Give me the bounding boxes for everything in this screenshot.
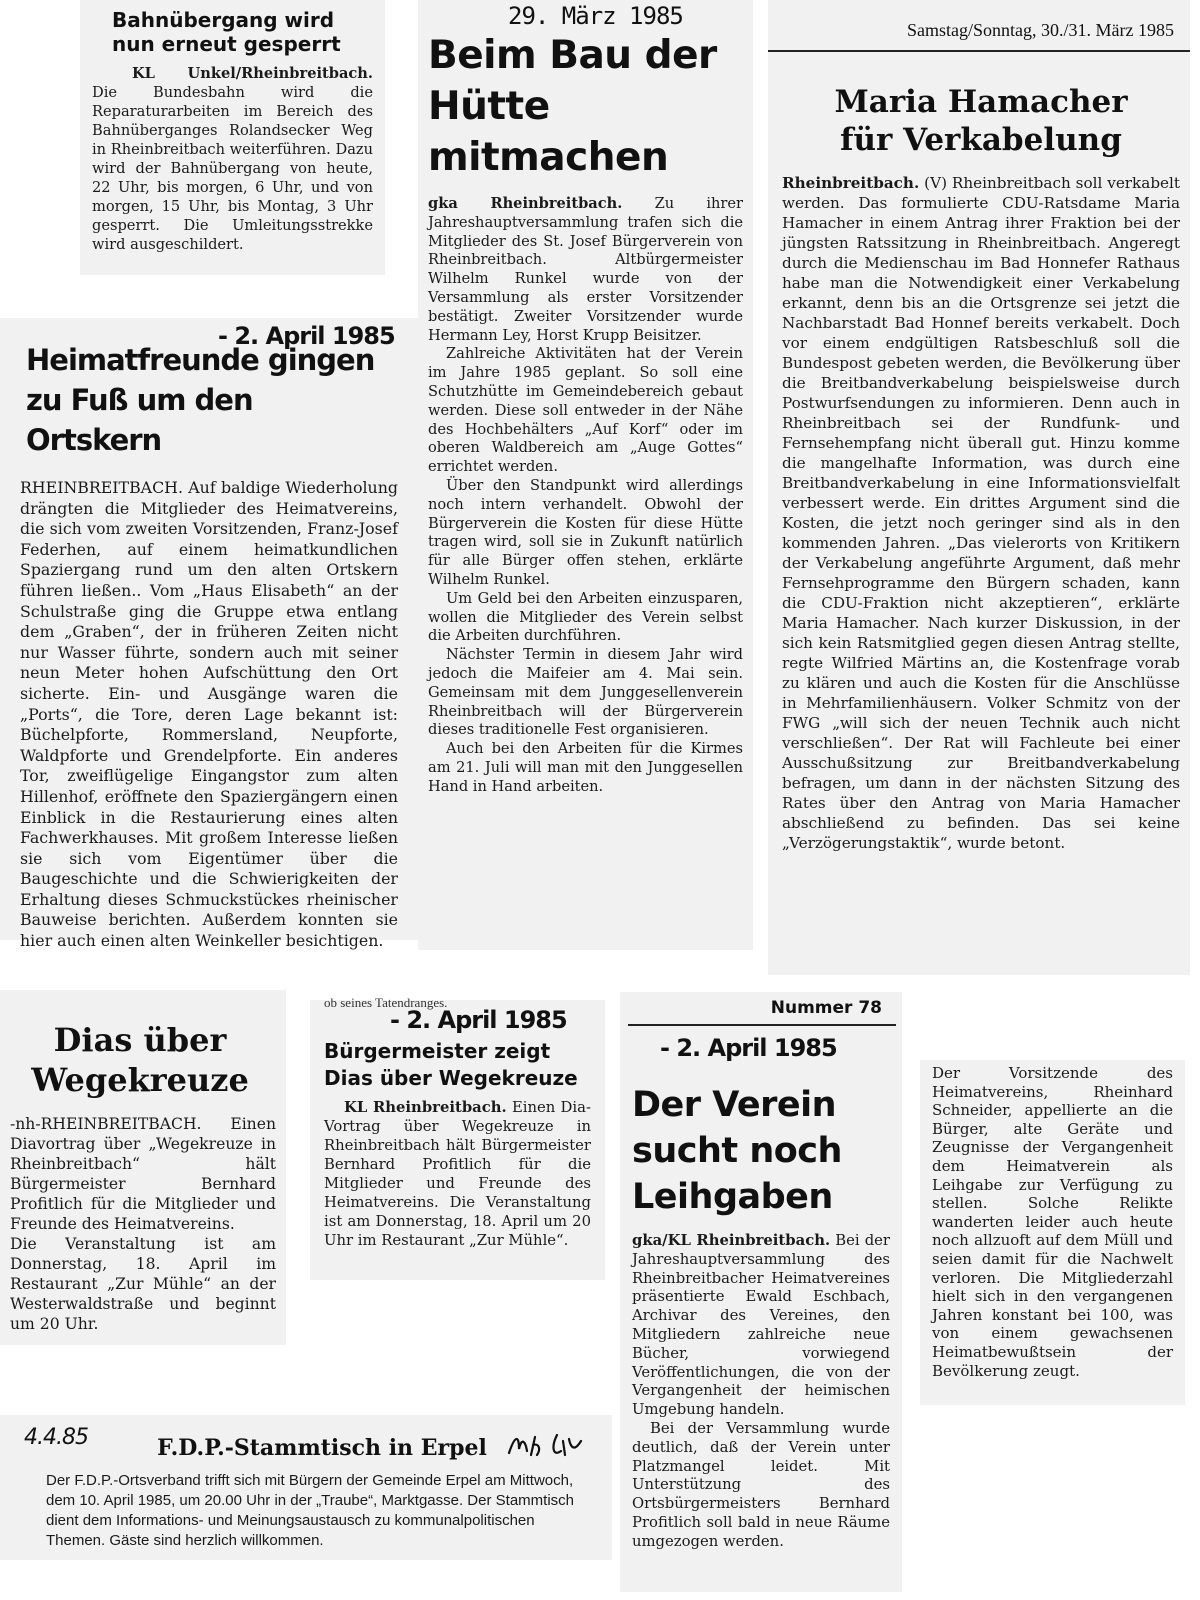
clip-hamacher [768,0,1190,975]
clip-body: Der Vorsitzende des Heimatvereins, Rheinhard Schneider, appellierte an die Bürger, alte Geräte und Zeugnisse der Vergangenheit dem Heimatverein als Leihgabe zur Verfügung zu stellen. Solche Relikte wanderten leider auch heute noch allzuoft auf dem Müll und seien damit für die Nachwelt verloren. Die Mitgliederzahl hielt sich in den vergangenen Jahren konstant bei 100, was von einem gewachsenen Heimatbewußtsein der Bevölkerung zeugt. [932,1064,1173,1380]
clip-p3: Über den Standpunkt wird allerdings noch intern verhandelt. Obwohl der Bürgerverein die Kosten für diese Hütte tragen wird, soll sie in Zukunft natürlich für alle Bürger offen stehen, erklärte Wilhelm Runkel. [428,476,743,588]
clip-body [632,1232,890,1552]
clip-title: Bahnübergang wird nun erneut gesperrt [112,8,341,56]
clip-p2: Bei der Versammlung wurde deutlich, daß der Verein unter Platzmangel leidet. Mit Unterstützung des Ortsbürgermeisters Bernhard Profitlich soll bald in neue Räume umgezogen werden. [632,1419,890,1550]
clip-body [20,478,398,952]
clip-dateline: gka/KL Rheinbreitbach. [632,1232,831,1249]
clip-p1: Bei der Jahreshauptversammlung des Rheinbreitbacher Heimatvereines präsentierte Ewald Eschbach, Archivar des Vereines, den Mitgliedern zahlreiche neue Bücher, vorwiegend Veröffentlichungen, die von der Vergangenheit der heimischen Umgebung handeln. [632,1232,890,1419]
clip-dateline: -nh-RHEINBREITBACH. [10,1115,202,1133]
clip-dateline: gka Rheinbreitbach. [428,195,623,212]
masthead-rule [628,1024,896,1026]
clip-title: Bürgermeister zeigt Dias über Wegekreuze [324,1039,578,1090]
clip-text: Einen Diavortrag über „Wegekreuze in Rheinbreitbach“ hält Bürgermeister Bernhard Profitlich für die Mitglieder und Freunde des Heimatvereins. [10,1115,276,1233]
handwritten-date: 4.4.85 [24,1425,88,1450]
clip-huette [418,0,753,950]
clip-dateline: RHEINBREITBACH. [20,478,183,497]
clip-p5: Nächster Termin in diesem Jahr wird jedoch die Maifeier am 4. Mai sein. Gemeinsam mit dem Junggesellenverein Rheinbreitbach will der Bürgerverein dieses traditionelle Fest organisieren. [428,646,743,739]
clip-bahnuebergang [80,0,385,275]
clip-top-fragment: ob seines Tatendranges. [324,995,448,1010]
issue-number: Nummer 78 [770,998,882,1018]
clip-text-2: Die Veranstaltung ist am Donnerstag, 18. April im Restaurant „Zur Mühle“ an der Westerwaldstraße und beginnt um 20 Uhr. [10,1235,276,1333]
clip-title: Der Verein sucht noch Leihgaben [632,1085,842,1217]
clip-body [10,1114,276,1334]
clip-body [782,173,1180,853]
clip-p2: Zahlreiche Aktivitäten hat der Verein im Jahre 1985 geplant. So soll eine Schutzhütte im Gemeindebereich gebaut werden. Diese soll entweder in der Nähe des Hochbehälters „Auf Korf“ oder im oberen Waldbereich am „Auge Gottes“ errichtet werden. [428,345,743,476]
clip-heimatfreunde [0,318,418,951]
clip-leihgaben [620,992,902,1592]
clip-title: F.D.P.-Stammtisch in Erpel [157,1435,487,1461]
clip-text: Einen Dia-Vortrag über Wegekreuze in Rheinbreitbach hält Bürgermeister Bernhard Profitlich für die Mitglieder und Freunde des Heimatvereins. Die Veranstaltung ist am Donnerstag, 18. April um 20 Uhr im Restaurant „Zur Mühle“. [324,1099,591,1249]
clip-p4: Um Geld bei den Arbeiten einzusparen, wollen die Mitglieder des Verein selbst die Arbeiten durchführen. [428,589,743,645]
clip-body [324,1098,591,1250]
clip-text: (V) Rheinbreitbach soll verkabelt werden. Das formulierte CDU-Ratsdame Maria Hamacher in einem Antrag ihrer Fraktion bei der jüngsten Ratssitzung in Rheinbreitbach. Angeregt durch die Medienschau im Bad Honnefer Rathaus habe man die Notwendigkeit einer Verkabelung erkannt, denn bis an die Ortsgrenze sei jetzt die Nachbarstadt Bad Honnef bereits verkabelt. Doch vor einem endgültigen Ratsbeschluß soll die Bundespost gebeten werden, die Bevölkerung über die Breitbandverkabelung beispielsweise durch Postwurfsendungen zu informieren. Denn auch in Rheinbreitbach sei der Rundfunk- und Fernsehempfang nicht überall gut. Hinzu komme die mangelhafte Information, was durch eine Breitbandverkabelung in eine Informationsvielfalt verbessert werde. Ein drittes Argument sind die Kosten, die jetzt noch geringer sind als in den kommenden Jahren. „Das vielerorts von Kritikern der Verkabelung angeführte Argument, daß mehr Fernsehprogramme den Bürgern schaden, kann die CDU-Fraktion nicht akzeptieren“, erklärte Maria Hamacher. Nach kurzer Diskussion, in der sich kein Ratsmitglied gegen diesen Antrag stellte, regte Wilfried Märtins an, die Kostenfrage vorab zu klären und auch die Kosten für die Anschlüsse in Mehrfamilienhäusern. Volker Schmitz von der FWG „will sich der neuen Technik auch nicht verschließen“. Der Rat will Fachleute bei einer Ausschußsitzung zur Breitbandverkabelung befragen, um dann in der nächsten Sitzung des Rates über den Antrag von Maria Hamacher abschließend zu befinden. Das sei keine „Verzögerungstaktik“, wurde betont. [782,174,1180,852]
clip-title: Heimatfreunde gingen zu Fuß um den Ortskern [26,343,375,457]
clip-body [428,195,743,797]
clip-dias-1 [0,990,286,1345]
newspaper-date: Samstag/Sonntag, 30./31. März 1985 [907,20,1174,40]
clip-title: Maria Hamacher für Verkabelung [834,84,1128,158]
clip-text: Die Bundesbahn wird die Reparaturarbeiten im Bereich des Bahnüberganges Rolandsecker Weg in Rheinbreitbach weiterführen. Dazu wird der Bahnübergang von heute, 22 Uhr, bis morgen, 6 Uhr, und von morgen, 15 Uhr, bis Montag, 3 Uhr gesperrt. Die Umleitungsstrekke wird ausgeschildert. [92,84,373,253]
clip-p1: Zu ihrer Jahreshauptversammlung trafen sich die Mitglieder des St. Josef Bürgerverein von Rheinbreitbach. Altbürgermeister Wilhelm Runkel wurde von der Versammlung als erster Vorsitzender bestätigt. Zweiter Vorsitzender wurde Hermann Ley, Horst Krupp Beisitzer. [428,195,743,344]
clip-title: Beim Bau der Hütte mitmachen [428,33,717,180]
handwritten-date: 29. März 1985 [508,2,683,30]
clip-dateline: Rheinbreitbach. [782,174,920,192]
clip-body [92,64,373,254]
handwritten-date: - 2. April 1985 [660,1034,837,1062]
handwritten-note-scribble [505,1429,595,1461]
clip-dateline: KL Rheinbreitbach. [344,1099,507,1116]
clip-dias-2 [310,995,605,1280]
clip-fdp [0,1415,612,1560]
handwritten-date: - 2. April 1985 [390,1006,567,1034]
handwritten-date: - 2. April 1985 [218,322,395,350]
clip-body: Der F.D.P.-Ortsverband trifft sich mit Bürgern der Gemeinde Erpel am Mittwoch, dem 10. April 1985, um 20.00 Uhr in der „Traube“, Marktgasse. Der Stammtisch dient dem Informations- und Meinungsaustausch zu kommunalpolitischen Themen. Gäste sind herzlich willkommen. [46,1472,574,1549]
clip-p6: Auch bei den Arbeiten für die Kirmes am 21. Juli will man mit den Junggesellen Hand in Hand arbeiten. [428,740,743,795]
masthead-rule [768,50,1190,52]
clip-text: Auf baldige Wiederholung drängten die Mitglieder des Heimatvereins, die sich vom zweiten Vorsitzenden, Franz-Josef Federhen, auf einem heimatkundlichen Spaziergang rund um den alten Ortskern führen ließen.. Vom „Haus Elisabeth“ an der Schulstraße ging die Gruppe etwa entlang dem „Graben“, der in früheren Zeiten nicht nur Wasser führte, sondern auch mit seiner neun Meter hohen Aufschüttung den Ort sicherte. Ein- und Ausgänge waren die „Ports“, die Tore, deren Lage bekannt ist: Büchelpforte, Rommersland, Neupforte, Waldpforte und Grendelpforte. Ein anderes Tor, zweiflügelige Eingangstor zum alten Hillenhof, eröffnete den Spaziergängern einen Einblick in die Restaurierung eines alten Fachwerkhauses. Mit großem Interesse ließen sie sich vom Eigentümer über die Baugeschichte und die Schwierigkeiten der Erhaltung dieses Schmuckstückes rheinischer Bauweise berichten. Außerdem konnten sie hier auch einen alten Weinkeller besichtigen. [20,478,399,951]
clip-title: Dias über Wegekreuze [31,1021,249,1099]
clip-vorsitzende [920,1060,1185,1405]
clip-dateline: KL Unkel/Rheinbreitbach. [132,65,373,82]
